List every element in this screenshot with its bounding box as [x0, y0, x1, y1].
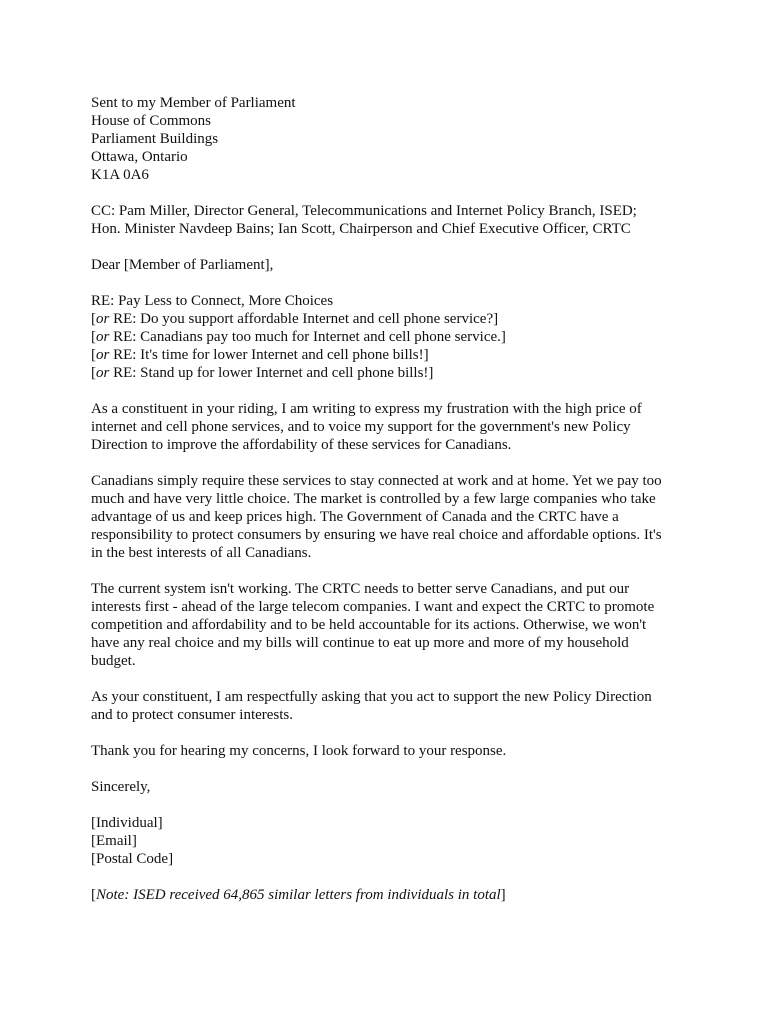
signature-line: [Individual]: [91, 815, 163, 831]
subject-main: RE: Pay Less to Connect, More Choices: [91, 293, 334, 309]
body-paragraph-4: [91, 688, 691, 724]
body-paragraph-3: [91, 580, 691, 670]
paragraph-line: internet and cell phone services, and to voice my support for the government's new Policy: [91, 419, 631, 435]
subject-alternative: [or RE: It's time for lower Internet and cell phone bills!]: [91, 347, 429, 363]
or-word: or: [96, 365, 110, 381]
note-close-bracket: ]: [500, 887, 506, 903]
paragraph-line: interests first - ahead of the large telecom companies. I want and expect the CRTC to promote: [91, 599, 655, 615]
subject-alternative-text: RE: It's time for lower Internet and cell phone bills!]: [109, 347, 429, 363]
note-line: [91, 886, 691, 904]
note-open-bracket: [: [91, 887, 96, 903]
paragraph-line: in the best interests of all Canadians.: [91, 545, 312, 561]
subject-block: [91, 292, 691, 382]
body-paragraph-5: [91, 742, 691, 760]
paragraph-line: responsibility to protect consumers by ensuring we have real choice and affordable options. It's: [91, 527, 662, 543]
paragraph-line: As your constituent, I am respectfully asking that you act to support the new Policy Direction: [91, 689, 652, 705]
subject-alternative: [or RE: Do you support affordable Internet and cell phone service?]: [91, 311, 499, 327]
signature-line: [Postal Code]: [91, 851, 174, 867]
or-word: or: [96, 311, 110, 327]
editor-note: [91, 886, 691, 904]
paragraph-line: Thank you for hearing my concerns, I look forward to your response.: [91, 743, 507, 759]
cc-line: Hon. Minister Navdeep Bains; Ian Scott, Chairperson and Chief Executive Officer, CRTC: [91, 221, 631, 237]
subject-alternative: [or RE: Canadians pay too much for Internet and cell phone service.]: [91, 329, 506, 345]
cc-block: [91, 202, 691, 238]
or-word: or: [96, 329, 110, 345]
paragraph-line: advantage of us and keep prices high. The Government of Canada and the CRTC have a: [91, 509, 619, 525]
body-paragraph-1: [91, 400, 691, 454]
paragraph-line: The current system isn't working. The CRTC needs to better serve Canadians, and put our: [91, 581, 630, 597]
cc-line: CC: Pam Miller, Director General, Telecommunications and Internet Policy Branch, ISED;: [91, 203, 637, 219]
subject-alternative-text: RE: Do you support affordable Internet and cell phone service?]: [109, 311, 499, 327]
address-line: K1A 0A6: [91, 167, 149, 183]
body-paragraph-2: [91, 472, 691, 562]
address-line: Sent to my Member of Parliament: [91, 95, 296, 111]
salutation-line: Dear [Member of Parliament],: [91, 257, 274, 273]
paragraph-line: Direction to improve the affordability of these services for Canadians.: [91, 437, 512, 453]
recipient-address: [91, 94, 691, 184]
paragraph-line: competition and affordability and to be held accountable for its actions. Otherwise, we won't: [91, 617, 647, 633]
paragraph-line: budget.: [91, 653, 136, 669]
subject-alternative: [or RE: Stand up for lower Internet and cell phone bills!]: [91, 365, 434, 381]
salutation: [91, 256, 691, 274]
subject-alternative-text: RE: Canadians pay too much for Internet and cell phone service.]: [109, 329, 506, 345]
or-word: or: [96, 347, 110, 363]
subject-alternative-text: RE: Stand up for lower Internet and cell phone bills!]: [109, 365, 434, 381]
signature-line: [Email]: [91, 833, 137, 849]
paragraph-line: Canadians simply require these services to stay connected at work and at home. Yet we pay too: [91, 473, 662, 489]
paragraph-line: have any real choice and my bills will continue to eat up more and more of my household: [91, 635, 629, 651]
closing: [91, 778, 691, 796]
letter-body: [91, 94, 691, 922]
paragraph-line: and to protect consumer interests.: [91, 707, 294, 723]
address-line: Ottawa, Ontario: [91, 149, 188, 165]
address-line: Parliament Buildings: [91, 131, 219, 147]
closing-line: Sincerely,: [91, 779, 151, 795]
paragraph-line: much and have very little choice. The market is controlled by a few large companies who take: [91, 491, 656, 507]
note-text: Note: ISED received 64,865 similar letters from individuals in total: [96, 887, 501, 903]
signature-block: [91, 814, 691, 868]
address-line: House of Commons: [91, 113, 211, 129]
paragraph-line: As a constituent in your riding, I am writing to express my frustration with the high price of: [91, 401, 642, 417]
